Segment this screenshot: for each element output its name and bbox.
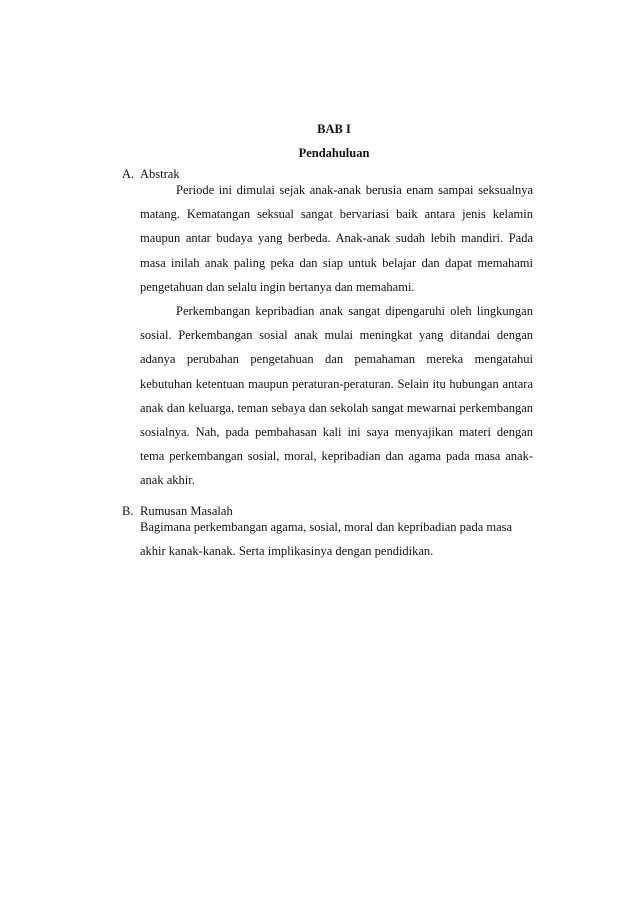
chapter-title: BAB I <box>317 122 351 136</box>
chapter-subtitle: Pendahuluan <box>298 146 370 160</box>
section-marker: A. <box>122 167 135 181</box>
section-title: Rumusan Masalah <box>140 504 233 518</box>
paragraph-abstrak-1: Periode ini dimulai sejak anak-anak berusia enam sampai seksualnya matang. Kematangan seksual sangat bervariasi baik antara jenis kelamin maupun antar budaya yang berbeda. Anak-anak sudah lebih mandiri. Pada masa inilah anak paling peka dan siap untuk belajar dan dapat memahami pengetahuan dan selalu ingin bertanya dan memahami. <box>140 183 533 294</box>
paragraph-rumusan-masalah: Bagimana perkembangan agama, sosial, moral dan kepribadian pada masa akhir kanak-kanak. Serta implikasinya dengan pendidikan. <box>140 520 513 559</box>
paragraph-abstrak-2: Perkembangan kepribadian anak sangat dipengaruhi oleh lingkungan sosial. Perkembangan sosial anak mulai meningkat yang ditandai dengan adanya perubahan pengetahuan dan pemahaman mereka mengatahui kebutuhan ketentuan maupun peraturan-peraturan. Selain itu hubungan antara anak dan keluarga, teman sebaya dan sekolah sangat mewarnai perkembangan sosialnya. Nah, pada pembahasan kali ini saya menyajikan materi dengan tema perkembangan sosial, moral, kepribadian dan agama pada masa anak-anak akhir. <box>140 304 533 488</box>
section-title: Abstrak <box>140 167 180 181</box>
section-marker: B. <box>122 504 134 518</box>
